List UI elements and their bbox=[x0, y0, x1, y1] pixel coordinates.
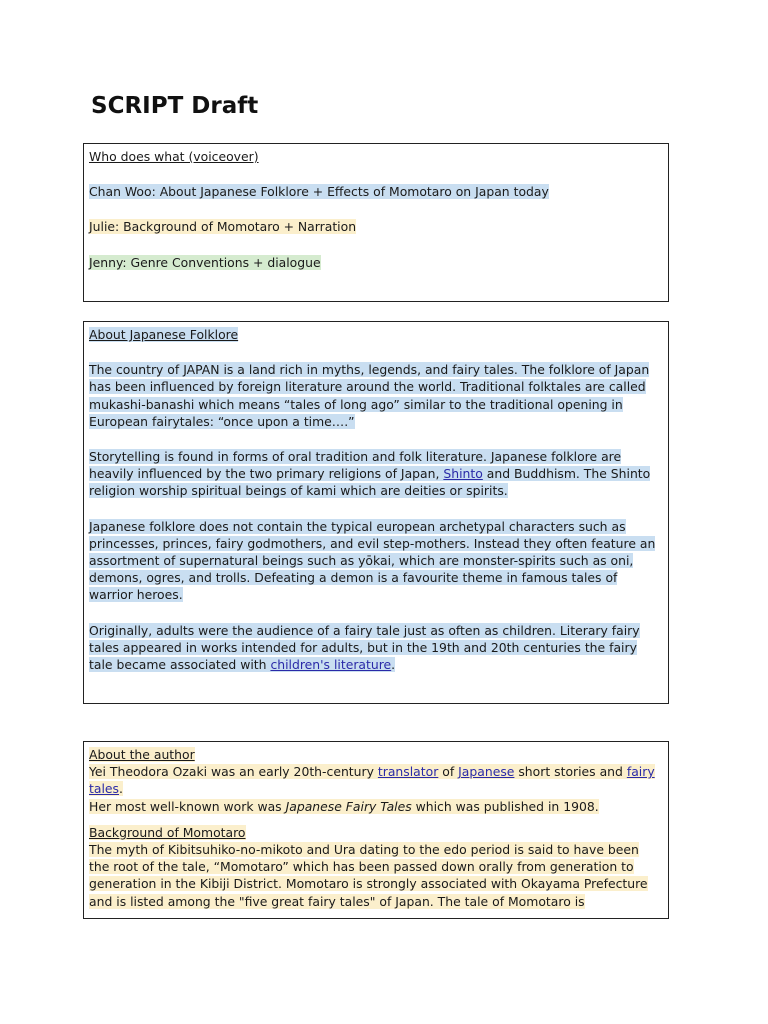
momotaro-heading: Background of Momotaro bbox=[89, 824, 246, 840]
fairy-tales-link[interactable]: fairy tales bbox=[89, 764, 655, 797]
folklore-paragraph-2: Storytelling is found in forms of oral tradition and folk literature. Japanese folklore are heavily influenced by the two primary religions of Japan, Shinto and Buddhism. The Shinto religion worship spiritual beings of kami which are deities or spirits. bbox=[89, 449, 651, 499]
folklore-paragraph-3: Japanese folklore does not contain the typical european archetypal characters such as princesses, princes, fairy godmothers, and evil step-mothers. Instead they often feature an assortment of supernatural beings such as yōkai, which are monster-spirits such as oni, demons, ogres, and trolls. Defeating a demon is a favourite theme in famous tales of warrior heroes. bbox=[89, 518, 656, 603]
author-heading: About the author bbox=[89, 747, 195, 762]
japanese-link[interactable]: Japanese bbox=[458, 764, 515, 780]
translator-link[interactable]: translator bbox=[377, 764, 439, 780]
page-title: SCRIPT Draft bbox=[91, 93, 259, 119]
roles-heading: Who does what (voiceover) bbox=[89, 149, 259, 164]
author-line-2: Her most well-known work was Japanese Fairy Tales which was published in 1908. bbox=[89, 798, 599, 814]
role-jenny: Jenny: Genre Conventions + dialogue bbox=[89, 254, 321, 270]
role-chan-woo: Chan Woo: About Japanese Folklore + Effects of Momotaro on Japan today bbox=[89, 184, 549, 200]
author-line-1: Yei Theodora Ozaki was an early 20th-century translator of Japanese short stories and fairy tales. bbox=[89, 764, 655, 797]
childrens-literature-link[interactable]: children's literature bbox=[270, 657, 392, 673]
folklore-paragraph-1: The country of JAPAN is a land rich in myths, legends, and fairy tales. The folklore of Japan has been influenced by foreign literature around the world. Traditional folktales are called mukashi-banashi which means “tales of long ago” similar to the traditional opening in European fairytales: “once upon a time….” bbox=[89, 362, 650, 429]
author-box bbox=[83, 741, 669, 919]
momotaro-paragraph: The myth of Kibitsuhiko-no-mikoto and Ura dating to the edo period is said to have been the root of the tale, “Momotaro” which has been passed down orally from generation to generation in the Kibiji District. Momotaro is strongly associated with Okayama Prefecture and is listed among the "five great fairy tales" of Japan. The tale of Momotaro is bbox=[89, 842, 648, 909]
role-julie: Julie: Background of Momotaro + Narration bbox=[89, 219, 357, 235]
roles-box bbox=[83, 143, 669, 302]
folklore-paragraph-4: Originally, adults were the audience of a fairy tale just as often as children. Literary fairy tales appeared in works intended for adults, but in the 19th and 20th centuries the fairy tale became associated with children's literature. bbox=[89, 622, 640, 673]
folklore-heading: About Japanese Folklore bbox=[89, 327, 239, 342]
shinto-link[interactable]: Shinto bbox=[443, 466, 483, 482]
folklore-box bbox=[83, 321, 669, 704]
